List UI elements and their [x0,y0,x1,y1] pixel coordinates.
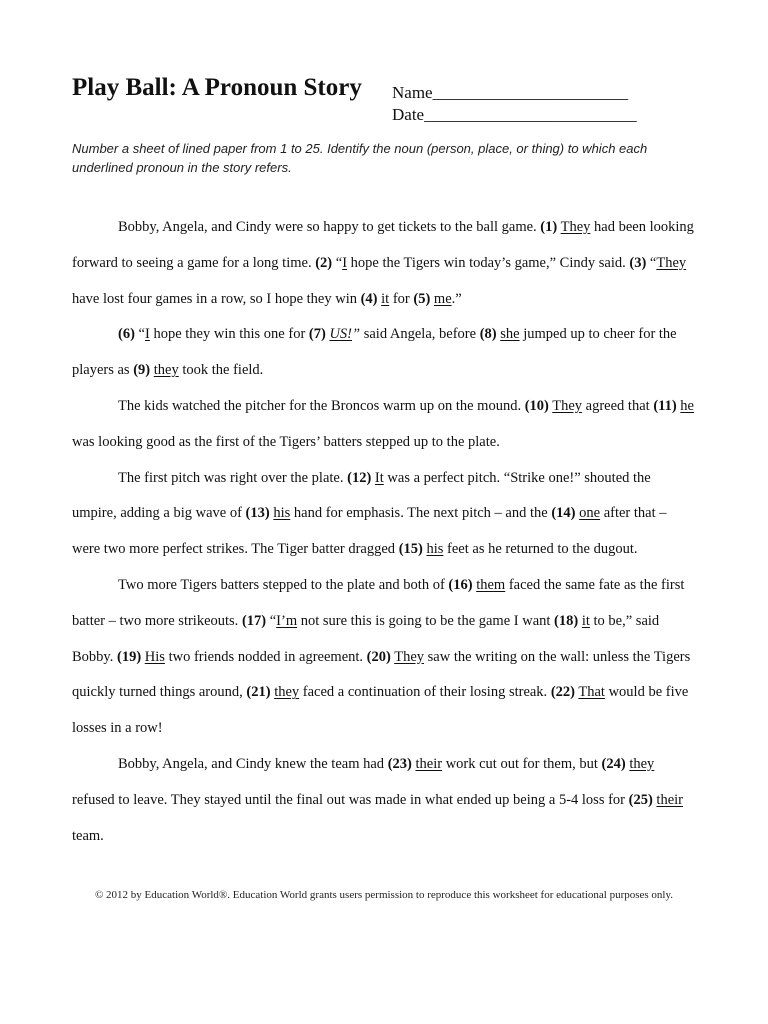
story-text: hope the Tigers win today’s game,” Cindy said. [347,254,630,271]
copyright-footer: © 2012 by Education World®. Education World grants users permission to reproduce this worksheet for educational purposes only. [94,889,674,901]
story-text: “ [134,326,145,343]
underlined-pronoun: their [415,755,443,772]
underlined-pronoun: he [680,397,694,414]
underlined-pronoun: they [629,755,655,772]
story-text: after that – were two more perfect strikes. The Tiger batter dragged [72,505,667,558]
story-text: saw the writing on the wall: unless the Tigers quickly turned things around, [72,648,691,701]
story-text: not sure this is going to be the game I want [297,612,555,629]
story-text: Bobby, Angela, and Cindy were so happy to get tickets to the ball game. [118,219,541,235]
story-text: for [389,290,414,307]
story-text: jumped up to cheer for the players as [72,326,677,379]
underlined-pronoun: they [274,684,300,701]
story-text: refused to leave. They stayed until the final out was made in what ended up being a 5-4 loss for [72,791,629,808]
story-paragraph [72,210,696,317]
underlined-pronoun: they [153,362,179,379]
story-text: The first pitch was right over the plate. [118,469,348,486]
story-paragraph [72,317,696,389]
question-number: (13) [245,505,270,522]
story-text: Bobby, Angela, and Cindy knew the team had [118,755,388,772]
underlined-pronoun: They [560,219,591,235]
underlined-pronoun: me [433,290,452,307]
story-text: to be,” said Bobby. [72,612,660,665]
story-paragraph [72,389,696,461]
question-number: (15) [398,541,423,558]
question-number: (21) [246,684,271,701]
story-text: work cut out for them, but [442,755,602,772]
question-number: (18) [554,612,579,629]
underlined-pronoun: it [581,612,590,629]
question-number: (9) [133,362,151,379]
question-number: (10) [524,397,549,414]
question-number: (24) [601,755,626,772]
underlined-pronoun: their [656,791,683,808]
question-number: (16) [448,576,473,593]
story-text: “ [266,612,277,629]
question-number: (12) [347,469,372,486]
story-text: team. [72,827,104,844]
story-text: ” [352,326,361,343]
question-number: (17) [241,612,267,629]
question-number: (14) [551,505,576,522]
story-text: faced the same fate as the first batter – two more strikeouts. [72,576,685,629]
question-number: (4) [360,290,378,307]
story-text: Two more Tigers batters stepped to the plate and both of [118,576,449,593]
story-text: “ [332,254,343,271]
worksheet-title: Play Ball: A Pronoun Story [72,74,362,101]
story-text: agreed that [582,397,654,414]
story-text: would be five losses in a row! [72,684,689,737]
underlined-pronoun: His [144,648,165,665]
question-number: (6) [118,326,135,343]
underlined-pronoun: They [394,648,425,665]
story-text: feet as he returned to the dugout. [443,541,638,558]
question-number: (5) [413,290,431,307]
story-text: had been looking forward to seeing a game for a long time. [72,219,694,271]
underlined-pronoun: his [273,505,291,522]
question-number: (23) [387,755,412,772]
story-text: “ [646,254,657,271]
question-number: (11) [653,397,677,414]
date-field-line: Date_________________________ [392,105,637,124]
underlined-pronoun: US! [329,326,353,343]
story-text: have lost four games in a row, so I hope they win [72,290,361,307]
underlined-pronoun: them [476,576,506,593]
question-number: (3) [629,254,647,271]
question-number: (22) [550,684,575,701]
story-text: two friends nodded in agreement. [164,648,367,665]
story-text: hope they win this one for [149,326,309,343]
story-text: hand for emphasis. The next pitch – and the [290,505,552,522]
question-number: (1) [540,219,558,235]
underlined-pronoun: They [552,397,583,414]
story-paragraph [72,461,696,568]
underlined-pronoun: she [500,326,520,343]
story-paragraph [72,568,696,747]
underlined-pronoun: his [426,541,444,558]
story-text: took the field. [178,362,264,379]
question-number: (19) [116,648,142,665]
name-field-line: Name_______________________ [392,83,629,102]
story-text: said Angela, before [360,326,480,343]
story-text: was looking good as the first of the Tigers’ batters stepped up to the plate. [72,433,500,450]
question-number: (7) [308,326,326,343]
story-text: was a perfect pitch. “Strike one!” shouted the umpire, adding a big wave of [72,469,651,522]
underlined-pronoun: it [381,290,390,307]
underlined-pronoun: I’m [276,612,298,629]
question-number: (25) [628,791,653,808]
underlined-pronoun: one [579,505,601,522]
underlined-pronoun: I [144,326,150,343]
story-paragraph [72,747,696,854]
story-text: faced a continuation of their losing streak. [299,684,551,701]
story-text: The kids watched the pitcher for the Broncos warm up on the mound. [118,397,525,414]
story-body [72,210,696,854]
underlined-pronoun: They [656,254,687,271]
underlined-pronoun: I [342,254,348,271]
instructions-text: Number a sheet of lined paper from 1 to 25. Identify the noun (person, place, or thing) to which each underlined pronoun in the story refers. [72,141,648,175]
question-number: (2) [315,254,333,271]
question-number: (20) [366,648,391,665]
underlined-pronoun: That [578,684,605,701]
question-number: (8) [479,326,497,343]
story-text: .” [451,290,462,307]
underlined-pronoun: It [374,469,384,486]
